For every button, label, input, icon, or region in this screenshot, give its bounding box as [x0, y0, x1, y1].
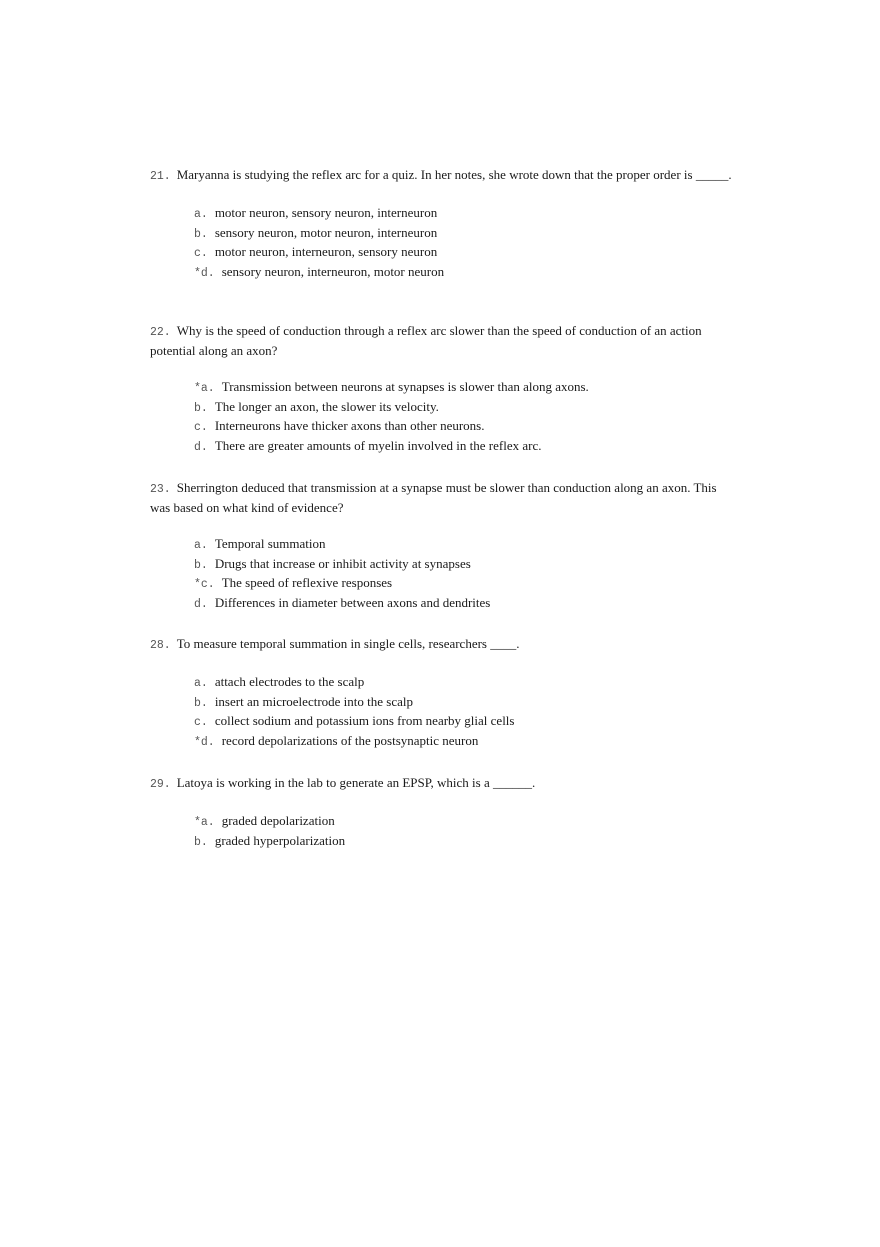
- answer-option-correct: [194, 812, 535, 832]
- question-text: Latoya is working in the lab to generate an EPSP, which is a ______.: [176, 775, 536, 790]
- option-text: Temporal summation: [214, 536, 326, 551]
- option-text: motor neuron, interneuron, sensory neuron: [214, 244, 438, 260]
- answer-option: [194, 594, 740, 614]
- option-letter: c.: [194, 421, 208, 435]
- answer-options: [150, 673, 520, 752]
- answer-option: [194, 398, 740, 418]
- answer-options: [150, 204, 732, 283]
- question-text: Sherrington deduced that transmission at a synapse must be slower than conduction along an axon. This was based on what kind of evidence?: [150, 480, 717, 515]
- option-letter: *c.: [194, 578, 215, 592]
- option-text: attach electrodes to the scalp: [214, 674, 365, 689]
- answer-option: [194, 693, 520, 713]
- option-text: collect sodium and potassium ions from nearby glial cells: [214, 713, 515, 729]
- option-letter: b.: [194, 227, 208, 241]
- question-text: Why is the speed of conduction through a reflex arc slower than the speed of conduction of an action potential along an axon?: [150, 323, 702, 358]
- question-28: [150, 635, 520, 752]
- option-letter: c.: [194, 716, 208, 730]
- question-stem: [150, 635, 520, 655]
- option-text: record depolarizations of the postsynaptic neuron: [221, 733, 479, 749]
- question-stem: [150, 479, 740, 517]
- question-number: 28.: [150, 639, 171, 652]
- option-text: There are greater amounts of myelin involved in the reflex arc.: [214, 438, 542, 454]
- option-letter: *a.: [194, 816, 215, 829]
- answer-option: [194, 673, 520, 693]
- option-text: The longer an axon, the slower its velocity.: [214, 398, 439, 414]
- question-23: [150, 479, 740, 614]
- question-number: 29.: [150, 778, 171, 791]
- question-text: Maryanna is studying the reflex arc for a quiz. In her notes, she wrote down that the proper order is _____.: [176, 167, 732, 182]
- question-22: [150, 322, 740, 457]
- option-text: motor neuron, sensory neuron, interneuron: [214, 205, 438, 220]
- answer-option-correct: [194, 732, 520, 752]
- option-text: Drugs that increase or inhibit activity at synapses: [214, 555, 471, 571]
- option-letter: *d.: [194, 267, 215, 281]
- option-letter: b.: [194, 401, 208, 415]
- question-stem: [150, 166, 732, 186]
- option-text: graded hyperpolarization: [214, 832, 346, 848]
- answer-options: [150, 535, 740, 614]
- answer-option: [194, 437, 740, 457]
- option-text: sensory neuron, motor neuron, interneuron: [214, 224, 438, 240]
- answer-option-correct: [194, 263, 732, 283]
- question-number: 22.: [150, 326, 171, 339]
- option-letter: b.: [194, 558, 208, 572]
- option-text: graded depolarization: [221, 813, 335, 828]
- option-letter: b.: [194, 696, 208, 710]
- option-letter: *a.: [194, 382, 215, 395]
- answer-option: [194, 417, 740, 437]
- question-text: To measure temporal summation in single cells, researchers ____.: [176, 636, 520, 651]
- answer-option: [194, 555, 740, 575]
- question-stem: [150, 322, 740, 360]
- question-21: [150, 166, 732, 283]
- answer-option-correct: [194, 574, 740, 594]
- option-letter: a.: [194, 208, 208, 221]
- option-text: The speed of reflexive responses: [221, 575, 393, 591]
- question-stem: [150, 774, 535, 794]
- answer-option: [194, 204, 732, 224]
- option-letter: a.: [194, 539, 208, 552]
- answer-option-correct: [194, 378, 740, 398]
- answer-option: [194, 832, 535, 852]
- option-letter: d.: [194, 598, 208, 612]
- answer-option: [194, 224, 732, 244]
- answer-options: [150, 812, 535, 851]
- option-text: Transmission between neurons at synapses is slower than along axons.: [221, 379, 589, 394]
- option-text: Differences in diameter between axons and dendrites: [214, 595, 491, 611]
- question-number: 21.: [150, 170, 171, 183]
- answer-option: [194, 712, 520, 732]
- option-letter: *d.: [194, 736, 215, 750]
- option-text: insert an microelectrode into the scalp: [214, 693, 413, 709]
- answer-options: [150, 378, 740, 457]
- option-text: sensory neuron, interneuron, motor neuron: [221, 264, 445, 280]
- answer-option: [194, 243, 732, 263]
- answer-option: [194, 535, 740, 555]
- option-letter: a.: [194, 677, 208, 690]
- question-number: 23.: [150, 483, 171, 496]
- question-29: [150, 774, 535, 851]
- option-letter: d.: [194, 441, 208, 455]
- option-letter: b.: [194, 835, 208, 849]
- option-letter: c.: [194, 247, 208, 261]
- option-text: Interneurons have thicker axons than other neurons.: [214, 418, 485, 434]
